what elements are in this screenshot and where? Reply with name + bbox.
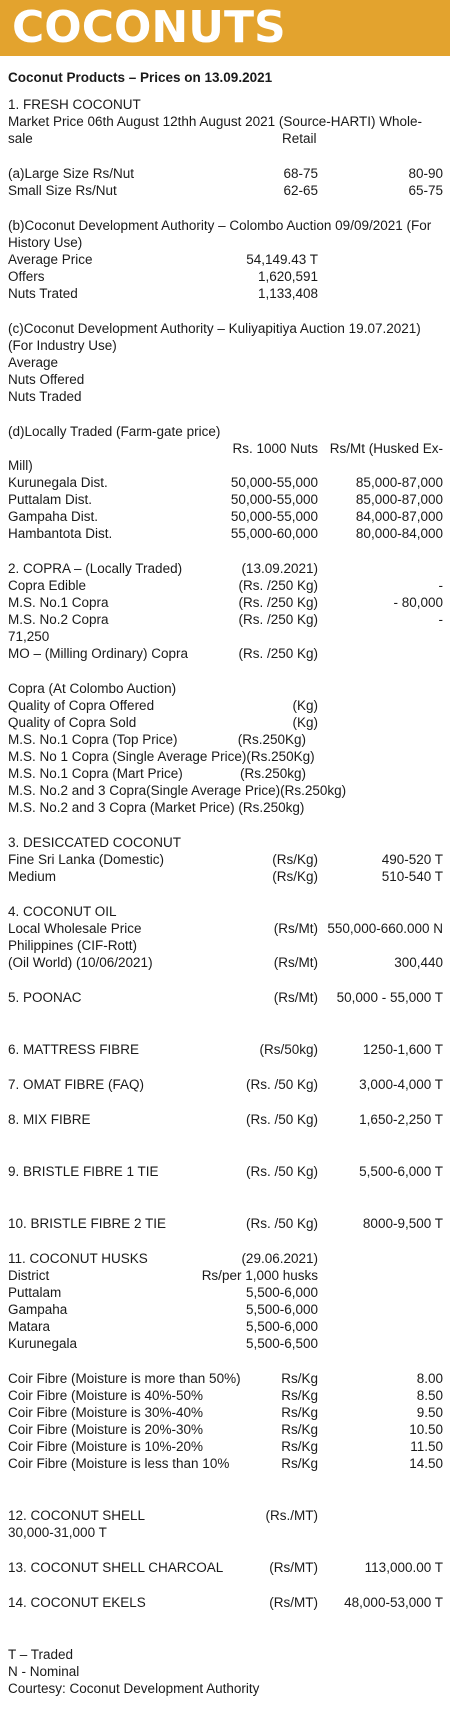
item-label: Average Price xyxy=(8,252,93,267)
unit-label: (Rs. /50 Kg) xyxy=(245,1077,318,1092)
unit-label: (Rs/50kg) xyxy=(259,1042,318,1057)
item-label: Hambantota Dist. xyxy=(8,526,113,541)
item-label: MO – (Milling Ordinary) Copra xyxy=(8,646,189,661)
item-label: M.S. No.2 Copra xyxy=(8,612,109,627)
item-label: T – Traded xyxy=(8,1647,74,1662)
unit-label: 55,000-60,000 xyxy=(230,526,318,541)
column-label: Retail xyxy=(282,131,317,146)
item-label: 30,000-31,000 T xyxy=(8,1525,107,1540)
unit-label: (29.06.2021) xyxy=(241,1251,318,1266)
item-label: Philippines (CIF-Rott) xyxy=(8,938,138,953)
unit-label: 68-75 xyxy=(283,166,318,181)
item-label: 9. BRISTLE FIBRE 1 TIE xyxy=(8,1164,159,1179)
price-value: 9.50 xyxy=(416,1405,443,1420)
price-value: 113,000.00 T xyxy=(364,1560,443,1575)
item-label: 7. OMAT FIBRE (FAQ) xyxy=(8,1077,145,1092)
banner-title: COCONUTS xyxy=(12,2,286,53)
item-label: 71,250 xyxy=(8,629,50,644)
unit-label: (Rs/Mt) xyxy=(273,990,318,1005)
price-value: 8.00 xyxy=(416,1371,443,1386)
unit-label: (Rs/Kg) xyxy=(272,852,318,867)
item-label: (a)Large Size Rs/Nut xyxy=(8,166,135,181)
item-label: Nuts Traded xyxy=(8,389,82,404)
item-label: M.S. No.1 Copra (Mart Price) xyxy=(8,766,183,781)
price-value: 10.50 xyxy=(409,1422,443,1437)
unit-label: 62-65 xyxy=(283,183,318,198)
document-heading: Coconut Products – Prices on 13.09.2021 xyxy=(8,70,273,85)
item-label: (b)Coconut Development Authority – Colombo Auction 09/09/2021 (For xyxy=(8,218,432,233)
price-value: 510-540 T xyxy=(381,869,443,884)
unit-label: Rs/Kg xyxy=(281,1405,318,1420)
unit-label: Rs. 1000 Nuts xyxy=(232,441,318,456)
unit-label: (Rs/Kg) xyxy=(272,869,318,884)
item-label: 14. COCONUT EKELS xyxy=(8,1595,146,1610)
price-value: 300,440 xyxy=(394,955,443,970)
price-value: 8000-9,500 T xyxy=(362,1216,443,1231)
price-value: 85,000-87,000 xyxy=(355,475,443,490)
unit-label: (Rs/MT) xyxy=(269,1560,318,1575)
unit-label: Rs/Kg xyxy=(281,1371,318,1386)
price-value: 11.50 xyxy=(410,1439,443,1454)
item-label: 6. MATTRESS FIBRE xyxy=(8,1042,140,1057)
unit-label: 1,620,591 xyxy=(257,269,318,284)
item-label: Copra Edible xyxy=(8,578,87,593)
unit-label: (Kg) xyxy=(292,715,318,730)
price-value: 85,000-87,000 xyxy=(355,492,443,507)
unit-label: 5,500-6,500 xyxy=(245,1336,318,1351)
unit-label: (Rs. /50 Kg) xyxy=(245,1216,318,1231)
item-label: Fine Sri Lanka (Domestic) xyxy=(8,852,165,867)
unit-label: (Kg) xyxy=(292,698,318,713)
price-value: 84,000-87,000 xyxy=(355,509,443,524)
item-label: 11. COCONUT HUSKS xyxy=(8,1251,148,1266)
item-label: Coir Fibre (Moisture is 10%-20% xyxy=(8,1439,204,1454)
price-value: 490-520 T xyxy=(381,852,443,867)
item-label: Kurunegala xyxy=(8,1336,78,1351)
item-label: District xyxy=(8,1268,50,1283)
price-value: 80-90 xyxy=(408,166,443,181)
item-label: 5. POONAC xyxy=(8,990,82,1005)
item-label: Small Size Rs/Nut xyxy=(8,183,117,198)
unit-label: 5,500-6,000 xyxy=(245,1285,318,1300)
unit-label: (Rs/Mt) xyxy=(273,955,318,970)
item-label: Offers xyxy=(8,269,45,284)
item-label: 1. FRESH COCONUT xyxy=(8,97,141,112)
price-value: 1,650-2,250 T xyxy=(359,1112,443,1127)
item-label: Coir Fibre (Moisture is more than 50%) xyxy=(8,1371,241,1386)
unit-label: 50,000-55,000 xyxy=(230,475,318,490)
unit-label: (Rs.250Kg) xyxy=(237,732,306,747)
price-value: 50,000 - 55,000 T xyxy=(336,990,443,1005)
item-label: 2. COPRA – (Locally Traded) xyxy=(8,561,183,576)
item-label: 10. BRISTLE FIBRE 2 TIE xyxy=(8,1216,167,1231)
price-value: - xyxy=(438,578,443,593)
item-label: Courtesy: Coconut Development Authority xyxy=(8,1681,260,1696)
item-label: N - Nominal xyxy=(8,1664,80,1679)
item-label: Average xyxy=(8,355,59,370)
price-value: 48,000-53,000 T xyxy=(344,1595,443,1610)
item-label: M.S. No.1 Copra (Top Price) xyxy=(8,732,178,747)
item-label: 4. COCONUT OIL xyxy=(8,904,117,919)
price-value: 3,000-4,000 T xyxy=(359,1077,443,1092)
item-label: Puttalam xyxy=(8,1285,62,1300)
unit-label: Rs/Kg xyxy=(281,1456,318,1471)
item-label: (For Industry Use) xyxy=(8,338,117,353)
price-value: 1250-1,600 T xyxy=(362,1042,443,1057)
price-value: - xyxy=(438,612,443,627)
unit-label: 5,500-6,000 xyxy=(245,1302,318,1317)
unit-label: (Rs./MT) xyxy=(265,1508,318,1523)
item-label: (d)Locally Traded (Farm-gate price) xyxy=(8,424,221,439)
item-label: Coir Fibre (Moisture is 20%-30% xyxy=(8,1422,204,1437)
item-label: sale xyxy=(8,131,33,146)
price-value: 80,000-84,000 xyxy=(355,526,443,541)
price-value: 65-75 xyxy=(408,183,443,198)
price-value: 8.50 xyxy=(416,1388,443,1403)
unit-label: (Rs. /50 Kg) xyxy=(245,1164,318,1179)
item-label: Kurunegala Dist. xyxy=(8,475,108,490)
unit-label: 50,000-55,000 xyxy=(230,492,318,507)
price-value: 550,000-660.000 N xyxy=(327,921,443,936)
item-label: Medium xyxy=(8,869,57,884)
item-label: M.S. No.1 Copra xyxy=(8,595,109,610)
item-label: M.S. No.2 and 3 Copra (Market Price) (Rs.250kg) xyxy=(8,800,305,815)
item-label: Local Wholesale Price xyxy=(8,921,142,936)
unit-label: (Rs.250kg) xyxy=(239,766,306,781)
unit-label: (Rs. /50 Kg) xyxy=(245,1112,318,1127)
item-label: (c)Coconut Development Authority – Kuliyapitiya Auction 19.07.2021) xyxy=(8,321,421,336)
item-label: Gampaha Dist. xyxy=(8,509,99,524)
unit-label: (Rs/MT) xyxy=(269,1595,318,1610)
unit-label: 5,500-6,000 xyxy=(245,1319,318,1334)
unit-label: 50,000-55,000 xyxy=(230,509,318,524)
item-label: Puttalam Dist. xyxy=(8,492,93,507)
unit-label: (Rs. /250 Kg) xyxy=(238,646,318,661)
price-value: 14.50 xyxy=(409,1456,443,1471)
item-label: Market Price 06th August 12thh August 2021 (Source-HARTI) Whole- xyxy=(8,114,422,129)
unit-label: Rs/Kg xyxy=(281,1439,318,1454)
price-value: Rs/Mt (Husked Ex- xyxy=(329,441,443,456)
item-label: Gampaha xyxy=(8,1302,68,1317)
unit-label: (Rs. /250 Kg) xyxy=(238,578,318,593)
unit-label: (Rs/Mt) xyxy=(273,921,318,936)
unit-label: Rs/per 1,000 husks xyxy=(201,1268,318,1283)
item-label: (Oil World) (10/06/2021) xyxy=(8,955,153,970)
item-label: Quality of Copra Sold xyxy=(8,715,137,730)
item-label: 12. COCONUT SHELL xyxy=(8,1508,146,1523)
unit-label: (Rs. /250 Kg) xyxy=(238,612,318,627)
unit-label: (13.09.2021) xyxy=(241,561,318,576)
price-value: 5,500-6,000 T xyxy=(359,1164,443,1179)
item-label: Coir Fibre (Moisture is 30%-40% xyxy=(8,1405,204,1420)
unit-label: Rs/Kg xyxy=(281,1388,318,1403)
price-value: - 80,000 xyxy=(393,595,443,610)
item-label: Quality of Copra Offered xyxy=(8,698,155,713)
item-label: Nuts Offered xyxy=(8,372,85,387)
item-label: M.S. No 1 Copra (Single Average Price)(Rs.250Kg) xyxy=(8,749,315,764)
unit-label: 1,133,408 xyxy=(257,286,318,301)
item-label: Matara xyxy=(8,1319,51,1334)
unit-label: (Rs. /250 Kg) xyxy=(238,595,318,610)
item-label: 3. DESICCATED COCONUT xyxy=(8,835,182,850)
unit-label: 54,149.43 T xyxy=(246,252,318,267)
item-label: History Use) xyxy=(8,235,83,250)
item-label: Nuts Trated xyxy=(8,286,78,301)
item-label: M.S. No.2 and 3 Copra(Single Average Price)(Rs.250kg) xyxy=(8,783,347,798)
item-label: Copra (At Colombo Auction) xyxy=(8,681,177,696)
item-label: Coir Fibre (Moisture is less than 10% xyxy=(8,1456,230,1471)
item-label: 8. MIX FIBRE xyxy=(8,1112,91,1127)
item-label: 13. COCONUT SHELL CHARCOAL xyxy=(8,1560,224,1575)
unit-label: Rs/Kg xyxy=(281,1422,318,1437)
item-label: Mill) xyxy=(8,458,33,473)
item-label: Coir Fibre (Moisture is 40%-50% xyxy=(8,1388,204,1403)
